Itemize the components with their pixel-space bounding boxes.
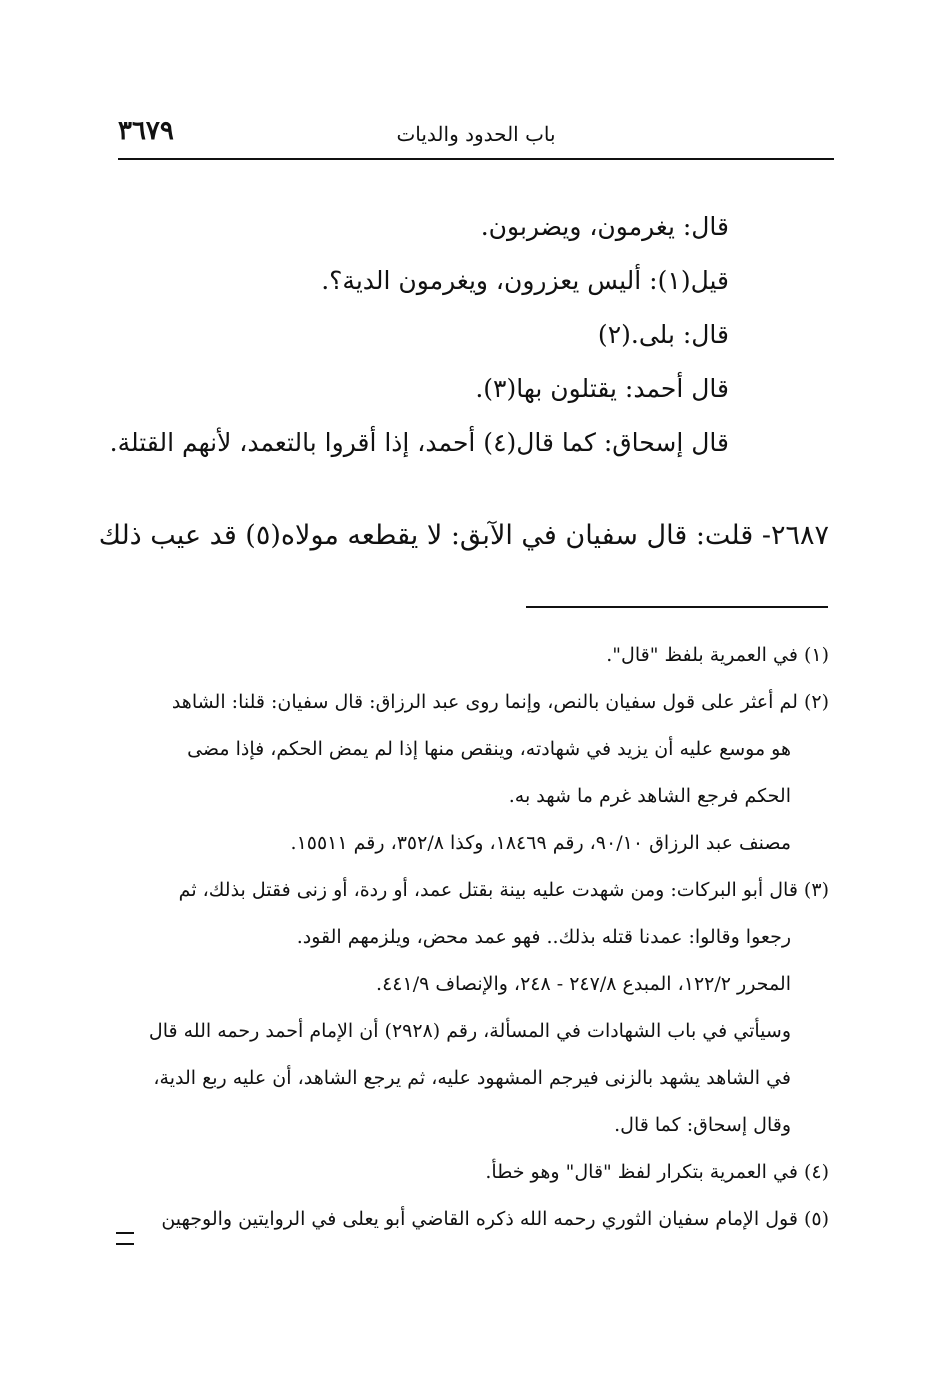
main-line: قال أحمد: يقتلون بها(٣). (475, 374, 729, 403)
chapter-title: باب الحدود والديات (396, 122, 556, 146)
main-line: قال: بلى.(٢) (597, 320, 729, 349)
main-line: قيل(١): أليس يعزرون، ويغرمون الدية؟. (321, 266, 729, 295)
footnote-line: (١) في العمرية بلفظ "قال". (606, 644, 829, 666)
footnote-line: (٥) قول الإمام سفيان الثوري رحمه الله ذكره القاضي أبو يعلى في الروايتين والوجهين (161, 1208, 829, 1230)
numbered-entry: ٢٦٨٧- قلت: قال سفيان في الآبق: لا يقطعه مولاه(٥) قد عيب ذلك (98, 520, 829, 551)
footnote-line: وسيأتي في باب الشهادات في المسألة، رقم (٢٩٢٨) أن الإمام أحمد رحمه الله قال (148, 1020, 791, 1042)
main-line: قال إسحاق: كما قال(٤) أحمد، إذا أقروا بالتعمد، لأنهم القتلة. (109, 428, 729, 457)
main-line: قال: يغرمون، ويضربون. (480, 212, 729, 241)
footnote-line: مصنف عبد الرزاق ٩٠/١٠، رقم ١٨٤٦٩، وكذا ٣٥٢/٨، رقم ١٥٥١١. (290, 832, 791, 854)
footnote-separator (526, 606, 828, 608)
footnote-line: الحكم فرجع الشاهد غرم ما شهد به. (508, 785, 791, 807)
page-header (118, 112, 834, 160)
footnote-line: هو موسع عليه أن يزيد في شهادته، وينقص منها إذا لم يمض الحكم، فإذا مضى (187, 738, 791, 760)
main-text (109, 200, 729, 470)
footnote-line: (٤) في العمرية بتكرار لفظ "قال" وهو خطأ. (485, 1161, 829, 1183)
footnote-line: (٣) قال أبو البركات: ومن شهدت عليه بينة بقتل عمد، أو ردة، أو زنى فقتل بذلك، ثم (178, 879, 829, 901)
continuation-mark (116, 1232, 134, 1245)
footnote-line: (٢) لم أعثر على قول سفيان بالنص، وإنما روى عبد الرزاق: قال سفيان: قلنا: الشاهد (171, 691, 829, 713)
footnote-line: في الشاهد يشهد بالزنى فيرجم المشهود عليه، ثم يرجع الشاهد، أن عليه ربع الدية، (153, 1067, 791, 1089)
footnote-line: وقال إسحاق: كما قال. (614, 1114, 791, 1136)
footnote-line: المحرر ١٢٢/٢، المبدع ٢٤٧/٨ - ٢٤٨، والإنصاف ٤٤١/٩. (376, 973, 791, 995)
page-number: ٣٦٧٩ (118, 116, 174, 146)
footnotes (109, 632, 829, 1243)
footnote-line: رجعوا وقالوا: عمدنا قتله بذلك.. فهو عمد محض، ويلزمهم القود. (296, 926, 791, 948)
